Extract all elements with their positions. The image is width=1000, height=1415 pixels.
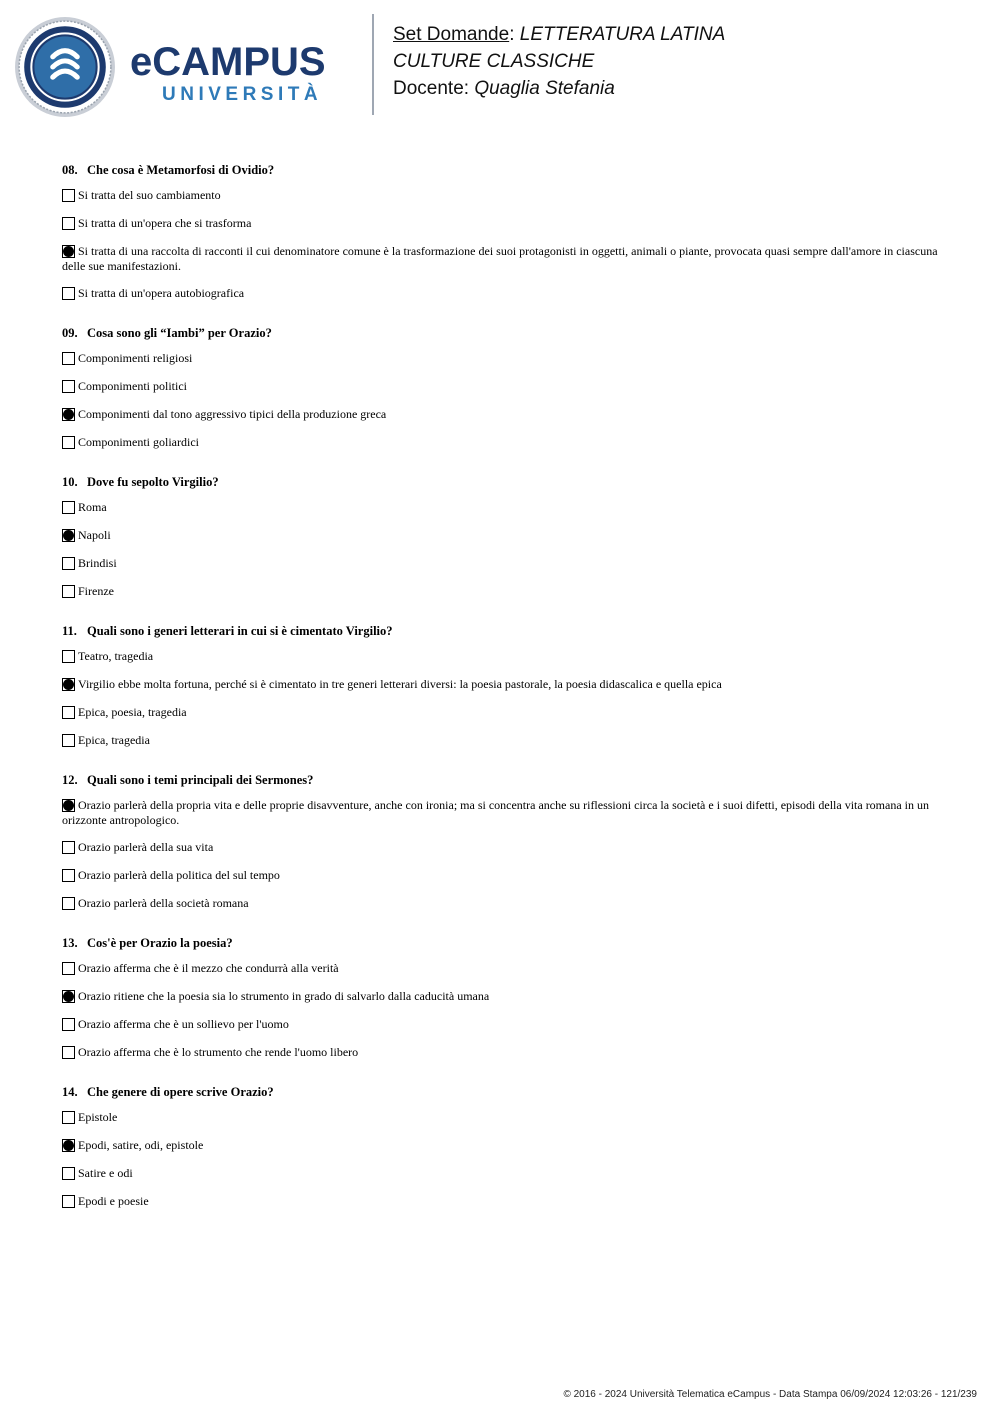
- logo-ecampus-text: eCAMPUS: [130, 40, 326, 84]
- answer-text: Componimenti politici: [78, 379, 187, 393]
- question-number: 09.: [62, 326, 78, 340]
- question-block: [62, 1084, 942, 1210]
- answer-option[interactable]: [62, 1110, 942, 1126]
- answer-checkbox[interactable]: [62, 217, 75, 230]
- question-title: [62, 772, 942, 788]
- question-title: [62, 623, 942, 639]
- course-name: CULTURE CLASSICHE: [393, 51, 595, 72]
- answer-option[interactable]: [62, 407, 942, 423]
- answer-checkbox[interactable]: [62, 380, 75, 393]
- answer-text: Teatro, tragedia: [78, 649, 154, 663]
- answer-checkbox[interactable]: [62, 1167, 75, 1180]
- answer-checkbox-selected[interactable]: [62, 408, 75, 421]
- question-title: [62, 1084, 942, 1100]
- answer-option[interactable]: [62, 556, 942, 572]
- question-list: [62, 162, 942, 1233]
- answer-text: Componimenti religiosi: [78, 351, 193, 365]
- answer-checkbox-selected[interactable]: [62, 678, 75, 691]
- answer-option[interactable]: [62, 435, 942, 451]
- answer-option[interactable]: [62, 286, 942, 302]
- answer-text: Epica, tragedia: [78, 733, 150, 747]
- answer-checkbox-selected[interactable]: [62, 799, 75, 812]
- answer-checkbox[interactable]: [62, 557, 75, 570]
- answer-option[interactable]: [62, 1166, 942, 1182]
- answer-text: Si tratta di una raccolta di racconti il cui denominatore comune è la trasformazione dei suoi protagonisti in oggetti, animali o piante, provocata quasi sempre dall'amore in ciascuna delle sue manifestazioni.: [62, 244, 938, 273]
- page-footer: © 2016 - 2024 Università Telematica eCampus - Data Stampa 06/09/2024 12:03:26 - 121/239: [563, 1389, 977, 1400]
- answer-checkbox[interactable]: [62, 1111, 75, 1124]
- answer-text: Virgilio ebbe molta fortuna, perché si è cimentato in tre generi letterari diversi: la poesia pastorale, la poesia didascalica e quella epica: [78, 677, 722, 691]
- question-block: [62, 772, 942, 912]
- answer-text: Orazio ritiene che la poesia sia lo strumento in grado di salvarlo dalla caducità umana: [78, 989, 490, 1003]
- answer-option[interactable]: [62, 649, 942, 665]
- ecampus-wordmark: [130, 40, 326, 106]
- answer-option[interactable]: [62, 216, 942, 232]
- question-number: 10.: [62, 475, 78, 489]
- question-text: Che genere di opere scrive Orazio?: [87, 1085, 274, 1099]
- answer-option[interactable]: [62, 1138, 942, 1154]
- question-number: 12.: [62, 773, 78, 787]
- answer-checkbox[interactable]: [62, 1195, 75, 1208]
- header-info: [393, 21, 725, 102]
- answer-text: Orazio afferma che è un sollievo per l'uomo: [78, 1017, 289, 1031]
- question-text: Dove fu sepolto Virgilio?: [87, 475, 219, 489]
- answer-checkbox-selected[interactable]: [62, 529, 75, 542]
- question-block: [62, 623, 942, 749]
- answer-option[interactable]: [62, 1017, 942, 1033]
- answer-text: Epodi, satire, odi, epistole: [78, 1138, 204, 1152]
- answer-checkbox-selected[interactable]: [62, 245, 75, 258]
- question-title: [62, 935, 942, 951]
- answer-text: Orazio afferma che è il mezzo che condurrà alla verità: [78, 961, 339, 975]
- answer-checkbox[interactable]: [62, 841, 75, 854]
- answer-text: Roma: [78, 500, 107, 514]
- answer-text: Componimenti dal tono aggressivo tipici della produzione greca: [78, 407, 387, 421]
- answer-checkbox[interactable]: [62, 734, 75, 747]
- answer-checkbox-selected[interactable]: [62, 1139, 75, 1152]
- question-title: [62, 325, 942, 341]
- answer-checkbox[interactable]: [62, 436, 75, 449]
- answer-option[interactable]: [62, 705, 942, 721]
- question-block: [62, 325, 942, 451]
- answer-text: Orazio parlerà della propria vita e delle proprie disavventure, anche con ironia; ma si concentra anche su riflessioni circa la società e i suoi difetti, episodi della vita romana in un orizzonte antropologico.: [62, 798, 930, 827]
- question-text: Che cosa è Metamorfosi di Ovidio?: [87, 163, 275, 177]
- answer-text: Orazio afferma che è lo strumento che rende l'uomo libero: [78, 1045, 359, 1059]
- answer-text: Orazio parlerà della sua vita: [78, 840, 214, 854]
- answer-text: Epica, poesia, tragedia: [78, 705, 187, 719]
- answer-text: Napoli: [78, 528, 111, 542]
- answer-option[interactable]: [62, 500, 942, 516]
- answer-text: Componimenti goliardici: [78, 435, 199, 449]
- answer-checkbox[interactable]: [62, 585, 75, 598]
- docente-label: Docente:: [393, 78, 470, 99]
- question-text: Quali sono i generi letterari in cui si è cimentato Virgilio?: [87, 624, 393, 638]
- answer-option[interactable]: [62, 528, 942, 544]
- question-block: [62, 162, 942, 302]
- answer-option[interactable]: [62, 677, 942, 693]
- answer-checkbox[interactable]: [62, 287, 75, 300]
- answer-option[interactable]: [62, 351, 942, 367]
- answer-text: Orazio parlerà della politica del sul tempo: [78, 868, 280, 882]
- question-block: [62, 935, 942, 1061]
- question-block: [62, 474, 942, 600]
- question-number: 14.: [62, 1085, 78, 1099]
- answer-checkbox[interactable]: [62, 501, 75, 514]
- answer-checkbox[interactable]: [62, 962, 75, 975]
- answer-option[interactable]: [62, 584, 942, 600]
- answer-text: Satire e odi: [78, 1166, 133, 1180]
- set-line: Set Domande: LETTERATURA LATINA: [393, 24, 726, 45]
- header-divider: [372, 14, 374, 115]
- answer-checkbox-selected[interactable]: [62, 990, 75, 1003]
- question-number: 08.: [62, 163, 78, 177]
- set-label: Set Domande: [393, 24, 510, 45]
- answer-text: Si tratta di un'opera autobiografica: [78, 286, 245, 300]
- answer-option[interactable]: [62, 379, 942, 395]
- answer-checkbox[interactable]: [62, 897, 75, 910]
- question-title: [62, 162, 942, 178]
- answer-checkbox[interactable]: [62, 352, 75, 365]
- question-number: 13.: [62, 936, 78, 950]
- ecampus-seal-logo: [14, 16, 116, 118]
- answer-option[interactable]: [62, 868, 942, 884]
- page-header: [0, 0, 1000, 125]
- answer-option[interactable]: [62, 961, 942, 977]
- answer-text: Epodi e poesie: [78, 1194, 149, 1208]
- answer-text: Si tratta del suo cambiamento: [78, 188, 221, 202]
- logo-universita-text: UNIVERSITÀ: [162, 84, 323, 105]
- answer-checkbox[interactable]: [62, 869, 75, 882]
- answer-option[interactable]: [62, 1194, 942, 1210]
- answer-option[interactable]: [62, 188, 942, 204]
- answer-checkbox[interactable]: [62, 189, 75, 202]
- question-number: 11.: [62, 624, 77, 638]
- answer-option[interactable]: [62, 733, 942, 749]
- answer-option[interactable]: [62, 244, 942, 274]
- answer-text: Brindisi: [78, 556, 117, 570]
- answer-text: Si tratta di un'opera che si trasforma: [78, 216, 252, 230]
- answer-option[interactable]: [62, 840, 942, 856]
- answer-option[interactable]: [62, 1045, 942, 1061]
- answer-option[interactable]: [62, 798, 942, 828]
- question-text: Quali sono i temi principali dei Sermones?: [87, 773, 314, 787]
- docente-value: Quaglia Stefania: [474, 78, 615, 99]
- answer-checkbox[interactable]: [62, 706, 75, 719]
- answer-option[interactable]: [62, 896, 942, 912]
- question-text: Cos'è per Orazio la poesia?: [87, 936, 233, 950]
- answer-text: Firenze: [78, 584, 114, 598]
- docente-line: [393, 75, 725, 102]
- answer-text: Epistole: [78, 1110, 118, 1124]
- answer-checkbox[interactable]: [62, 1018, 75, 1031]
- question-title: [62, 474, 942, 490]
- answer-option[interactable]: [62, 989, 942, 1005]
- answer-text: Orazio parlerà della società romana: [78, 896, 249, 910]
- set-value: LETTERATURA LATINA: [519, 24, 726, 45]
- answer-checkbox[interactable]: [62, 1046, 75, 1059]
- question-text: Cosa sono gli “Iambi” per Orazio?: [87, 326, 272, 340]
- answer-checkbox[interactable]: [62, 650, 75, 663]
